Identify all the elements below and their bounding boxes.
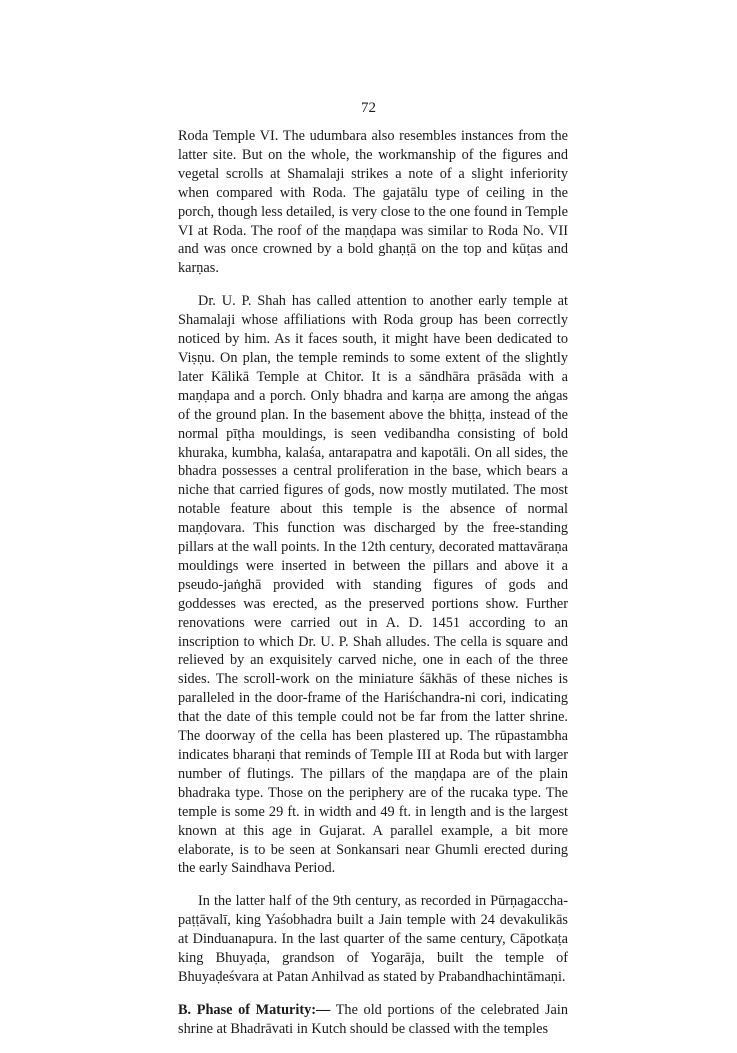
paragraph-1: Roda Temple VI. The udumbara also resembles instances from the latter site. But on the whole, the workmanship of the figures and vegetal scrolls at Shamalaji strikes a note of a slight inferiority when compared with Roda. The gajatālu type of ceiling in the porch, though less detailed, is very close to the one found in Temple VI at Roda. The roof of the maṇḍapa was similar to Roda No. VII and was once crowned by a bold ghaṇṭā on the top and kūṭas and karṇas. (178, 128, 568, 277)
paragraph-4 (178, 1001, 568, 1039)
paragraph-4-text: The old portions of the celebrated Jain shrine at Bhadrāvati in Kutch should be classed with the temples (178, 1001, 568, 1037)
paragraph-2: Dr. U. P. Shah has called attention to another early temple at Shamalaji whose affiliations with Roda group has been correctly noticed by him. As it faces south, it might have been dedicated to Viṣṇu. On plan, the temple reminds to some extent of the slightly later Kālikā Temple at Chitor. It is a sāndhāra prāsāda with a maṇḍapa and a porch. Only bhadra and karṇa are among the aṅgas of the ground plan. In the basement above the bhiṭṭa, instead of the normal pīṭha mouldings, is seen vedibandha consisting of bold khuraka, kumbha, kalaśa, antarapatra and kapotāli. On all sides, the bhadra possesses a central proliferation in the base, which bears a niche that carried figures of gods, now mostly mutilated. The most notable feature about this temple is the absence of normal maṇḍovara. This function was discharged by the free-standing pillars at the wall points. In the 12th century, decorated mattavāraṇa mouldings were inserted in between the pillars and above it a pseudo-jaṅghā provided with standing figures of gods and goddesses was erected, as the preserved portions show. Further renovations were carried out in A. D. 1451 according to an inscription to which Dr. U. P. Shah alludes. The cella is square and relieved by an exquisitely carved niche, one in each of the three sides. The scroll-work on the miniature śākhās of these niches is paralleled in the door-frame of the Hariśchandra-ni cori, indicating that the date of this temple could not be far from the latter shrine. The doorway of the cella has been plastered up. The rūpastambha indicates bharaṇi that reminds of Temple III at Roda but with larger number of flutings. The pillars of the maṇḍapa are of the plain bhadraka type. Those on the periphery are of the rucaka type. The temple is some 29 ft. in width and 49 ft. in length and is the largest known at this age in Gujarat. A parallel example, a bit more elaborate, is to be seen at Sonkansari near Ghumli erected during the early Saindhava Period. (178, 293, 568, 877)
section-heading: B. Phase of Maturity:— (178, 1001, 331, 1018)
paragraph-3: In the latter half of the 9th century, as recorded in Pūrṇagaccha-paṭṭāvalī, king Yaśobhadra built a Jain temple with 24 devakulikās at Dinduanapura. In the last quarter of the same century, Cāpotkaṭa king Bhuyaḍa, grandson of Yogarāja, built the temple of Bhuyaḍeśvara at Patan Anhilvad as stated by Prabandhachintāmaṇi. (178, 893, 568, 985)
body-text (178, 127, 568, 1053)
page-number: 72 (361, 100, 376, 116)
